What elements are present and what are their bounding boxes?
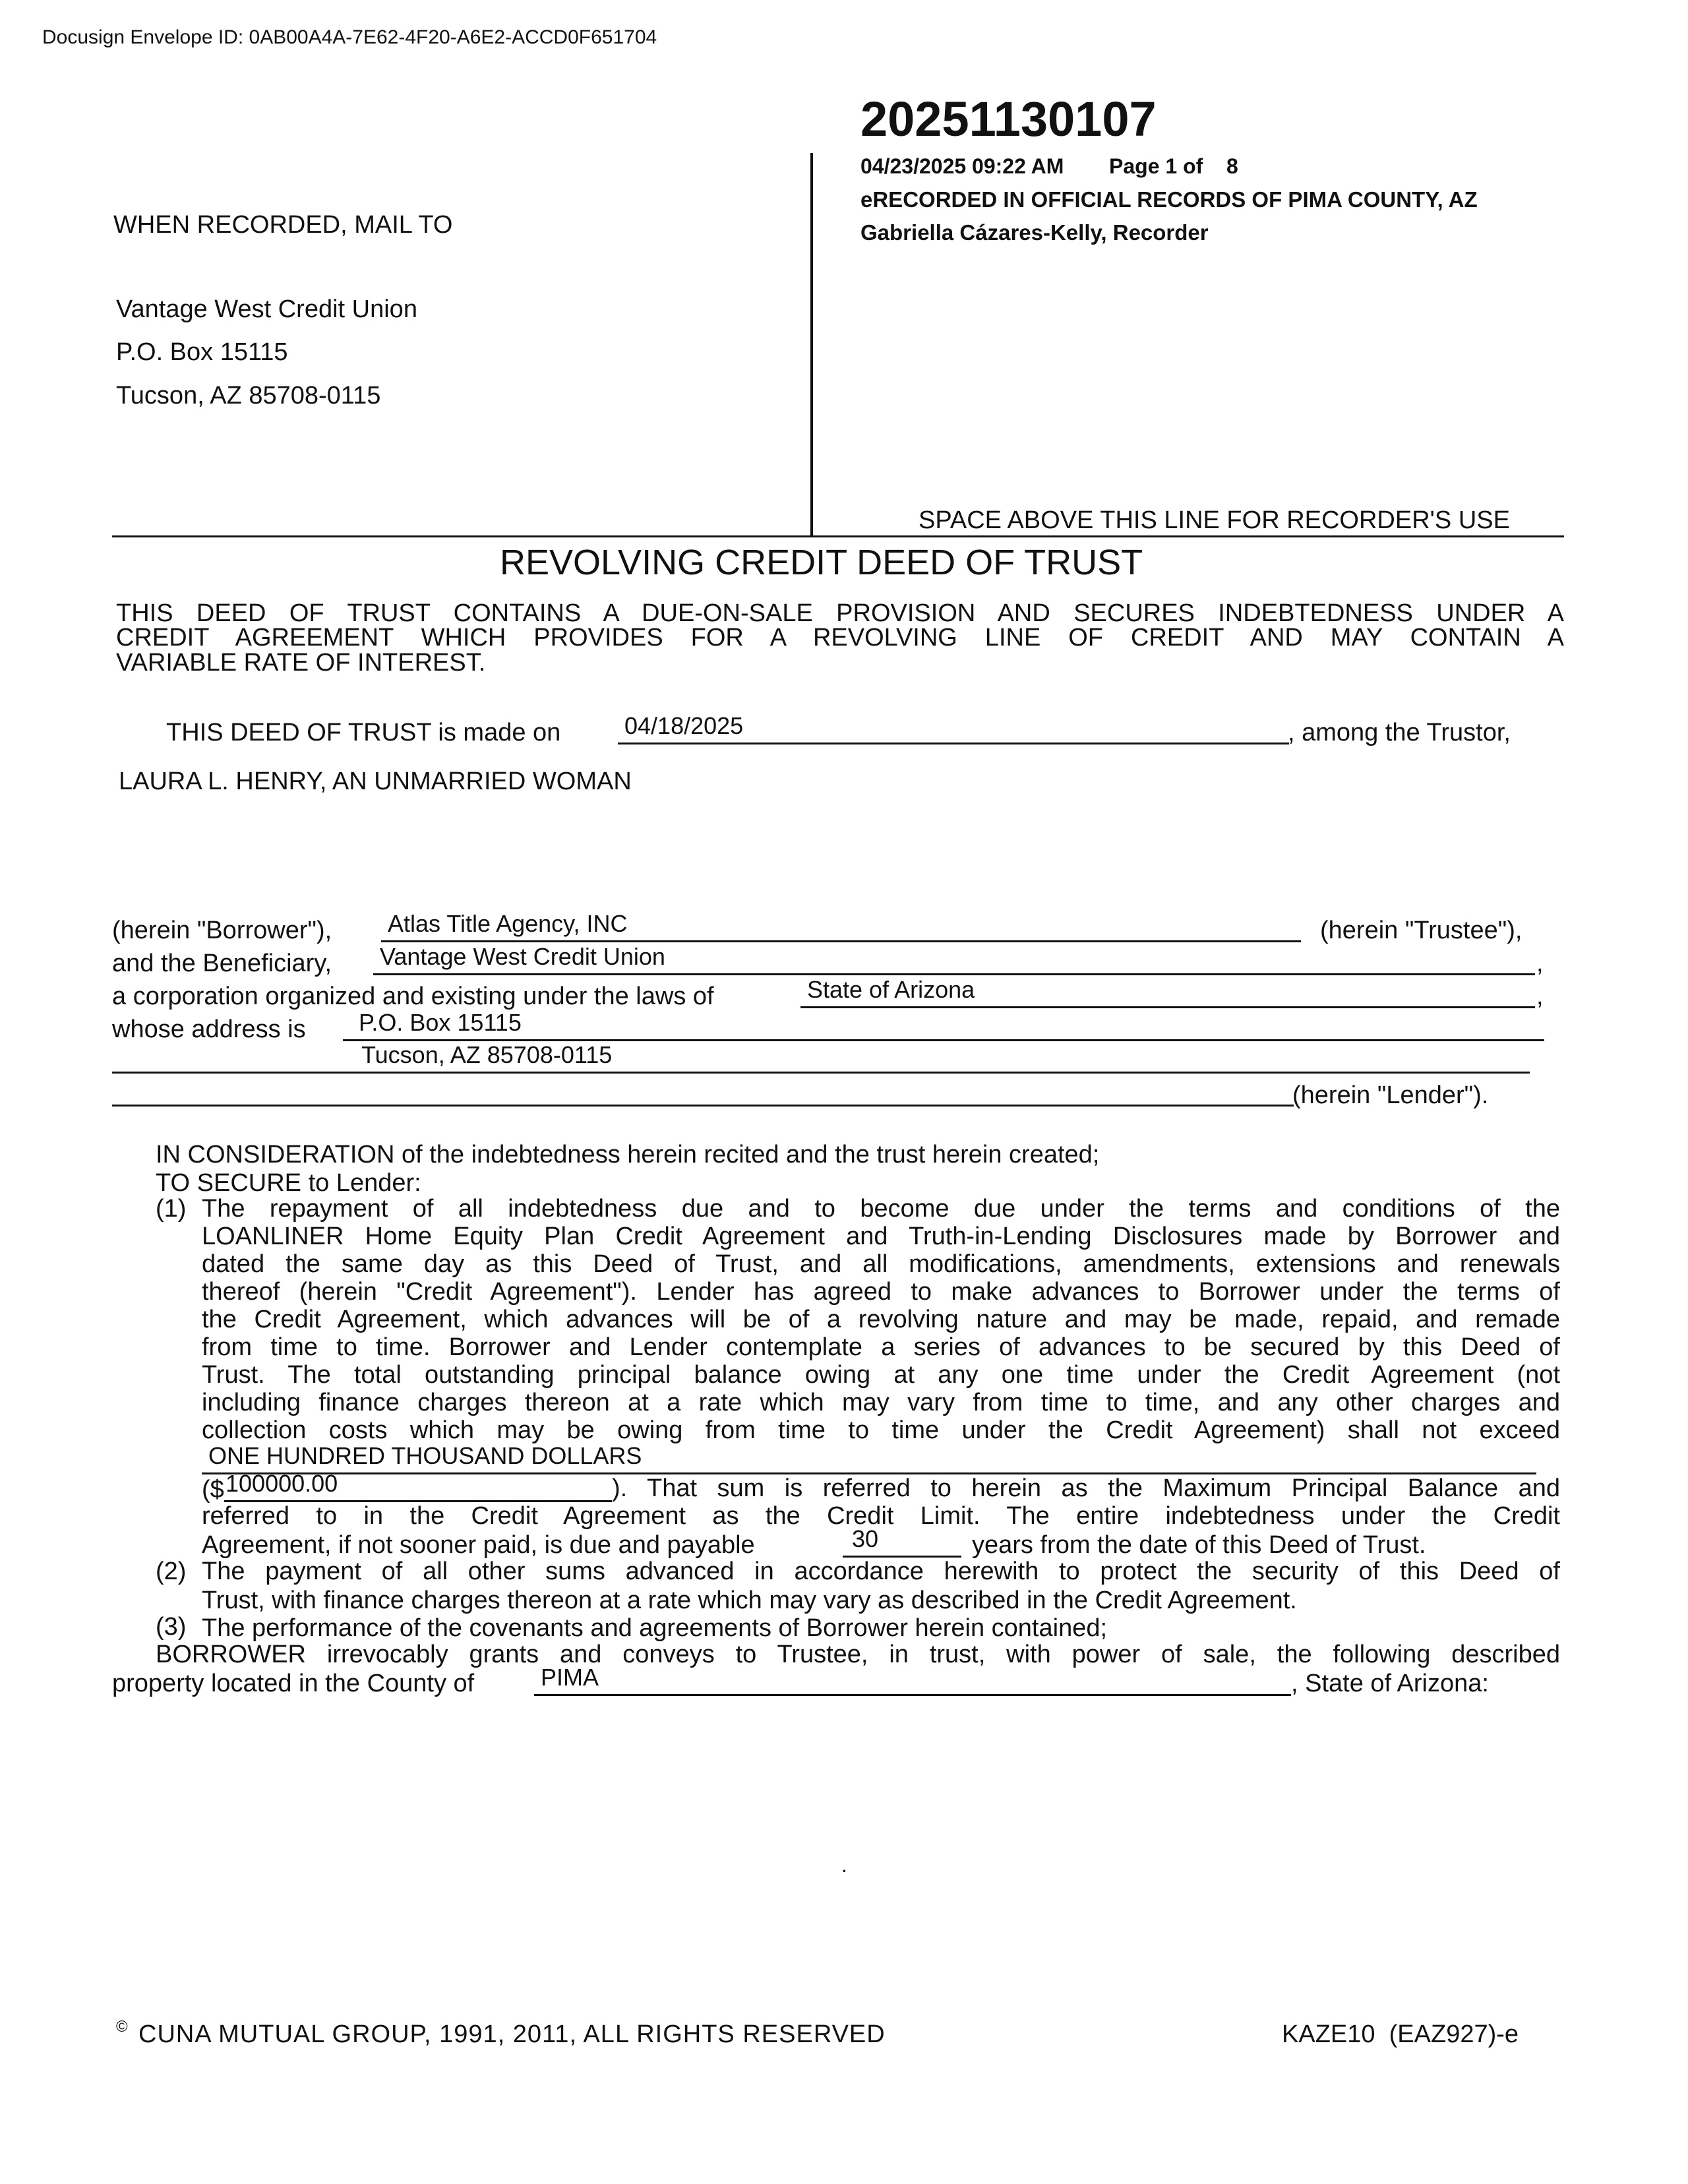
mail-to-city: Tucson, AZ 85708-0115	[116, 382, 381, 410]
mail-to-box: P.O. Box 15115	[116, 338, 288, 366]
address-line-1: P.O. Box 15115	[359, 1009, 522, 1036]
address-line-3-field[interactable]	[112, 1077, 1294, 1107]
notice-line-3: VARIABLE RATE OF INTEREST.	[116, 649, 486, 677]
item-1-line-c-suffix: years from the date of this Deed of Trust.	[972, 1531, 1426, 1559]
recording-number: 20251130107	[860, 92, 1157, 146]
recorder-divider-vertical	[810, 153, 813, 537]
state-comma: ,	[1536, 983, 1544, 1010]
years-value: 30	[852, 1525, 879, 1552]
state-field[interactable]	[800, 976, 1535, 1008]
notice-line-1: THIS DEED OF TRUST CONTAINS A DUE-ON-SALE PROVISION AND SECURES INDEBTEDNESS UNDER A	[116, 599, 1564, 627]
made-on-suffix: , among the Trustor,	[1288, 719, 1511, 746]
mail-to-heading: WHEN RECORDED, MAIL TO	[113, 211, 453, 239]
trustee-label: (herein "Trustee"),	[1320, 917, 1522, 944]
borrower-label: (herein "Borrower"),	[112, 917, 332, 944]
mail-to-name: Vantage West Credit Union	[116, 295, 417, 323]
item-2-line: The payment of all other sums advanced in accordance herewith to protect the security of this Deed of	[202, 1558, 1560, 1585]
copyright-icon: ©	[116, 2018, 128, 2036]
made-on-date-field[interactable]	[618, 712, 1289, 744]
stray-period: .	[841, 1853, 847, 1877]
item-1-line: The repayment of all indebtedness due and to become due under the terms and conditions of the	[202, 1195, 1560, 1223]
address-line-1-field[interactable]	[343, 1009, 1544, 1041]
recorder-space-rule	[112, 535, 1564, 537]
beneficiary-name: Vantage West Credit Union	[380, 943, 665, 970]
corporation-prefix: a corporation organized and existing under the laws of	[112, 983, 714, 1010]
grants-line-2-suffix: , State of Arizona:	[1291, 1670, 1489, 1697]
made-on-prefix: THIS DEED OF TRUST is made on	[166, 719, 561, 746]
copyright-text: CUNA MUTUAL GROUP, 1991, 2011, ALL RIGHTS RESERVED	[138, 2020, 886, 2048]
notice-line-2: CREDIT AGREEMENT WHICH PROVIDES FOR A REVOLVING LINE OF CREDIT AND MAY CONTAIN A	[116, 624, 1564, 652]
recording-datetime: 04/23/2025 09:22 AM	[860, 154, 1064, 178]
item-1-line: the Credit Agreement, which advances will be of a revolving nature and may be made, repaid, and remade	[202, 1306, 1560, 1333]
item-1-line: dated the same day as this Deed of Trust, and all modifications, amendments, extensions and renewals	[202, 1250, 1560, 1278]
amount-words-field[interactable]	[202, 1444, 1536, 1474]
amount-prefix: ($	[202, 1476, 224, 1503]
item-1-line: LOANLINER Home Equity Plan Credit Agreement and Truth-in-Lending Disclosures made by Borrower and	[202, 1223, 1560, 1250]
address-line-2-field[interactable]	[112, 1041, 1530, 1074]
docusign-envelope-id: Docusign Envelope ID: 0AB00A4A-7E62-4F20-A6E2-ACCD0F651704	[42, 26, 657, 48]
recorder-name: Gabriella Cázares-Kelly, Recorder	[860, 220, 1209, 245]
grants-line-2-prefix: property located in the County of	[112, 1670, 475, 1697]
address-line-2: Tucson, AZ 85708-0115	[361, 1041, 613, 1068]
county-name: PIMA	[541, 1664, 599, 1691]
trustor-name: LAURA L. HENRY, AN UNMARRIED WOMAN	[119, 768, 632, 795]
state-name: State of Arizona	[807, 976, 975, 1003]
item-1-line: from time to time. Borrower and Lender contemplate a series of advances to be secured by this Deed of	[202, 1333, 1560, 1361]
amount-number: 100000.00	[226, 1470, 338, 1497]
item-2-number: (2)	[156, 1558, 187, 1585]
amount-suffix: ). That sum is referred to herein as the Maximum Principal Balance and	[612, 1474, 1560, 1502]
recording-page-total: 8	[1226, 154, 1238, 178]
recorded-line: eRECORDED IN OFFICIAL RECORDS OF PIMA COUNTY, AZ	[860, 187, 1478, 212]
item-1-line: Trust. The total outstanding principal balance owing at any one time under the Credit Agreement (not	[202, 1361, 1560, 1389]
made-on-date: 04/18/2025	[624, 712, 744, 739]
form-code: KAZE10 (EAZ927)-e	[1282, 2020, 1519, 2048]
item-1-number: (1)	[156, 1195, 187, 1223]
years-field[interactable]	[843, 1527, 961, 1558]
recording-page-label: Page 1 of	[1109, 154, 1203, 178]
document-title: REVOLVING CREDIT DEED OF TRUST	[500, 543, 1143, 582]
item-1-line-b: referred to in the Credit Agreement as the Credit Limit. The entire indebtedness under the Credit	[202, 1502, 1560, 1530]
lender-label: (herein "Lender").	[1292, 1081, 1489, 1109]
item-1-line: thereof (herein "Credit Agreement"). Lender has agreed to make advances to Borrower under the terms of	[202, 1278, 1560, 1306]
amount-words: ONE HUNDRED THOUSAND DOLLARS	[208, 1442, 642, 1469]
to-secure-line: TO SECURE to Lender:	[156, 1169, 421, 1197]
address-prefix: whose address is	[112, 1016, 306, 1043]
item-1-line-c-prefix: Agreement, if not sooner paid, is due and payable	[202, 1531, 755, 1559]
amount-number-field[interactable]	[224, 1472, 612, 1502]
item-2-line: Trust, with finance charges thereon at a rate which may vary as described in the Credit Agreement.	[202, 1587, 1297, 1614]
trustee-name: Atlas Title Agency, INC	[388, 910, 628, 937]
item-1-line: including finance charges thereon at a rate which may vary from time to time, and any other charges and	[202, 1389, 1560, 1416]
beneficiary-field[interactable]	[373, 943, 1535, 975]
grants-line-1: BORROWER irrevocably grants and conveys to Trustee, in trust, with power of sale, the following described	[156, 1641, 1560, 1668]
item-3-number: (3)	[156, 1613, 187, 1641]
beneficiary-comma: ,	[1536, 950, 1544, 977]
trustee-field[interactable]	[381, 910, 1301, 942]
item-3-text: The performance of the covenants and agreements of Borrower herein contained;	[202, 1614, 1108, 1642]
item-1-line: collection costs which may be owing from time to time under the Credit Agreement) shall not exceed	[202, 1416, 1560, 1444]
consideration-line: IN CONSIDERATION of the indebtedness herein recited and the trust herein created;	[156, 1141, 1100, 1168]
beneficiary-prefix: and the Beneficiary,	[112, 950, 332, 977]
recorder-space-label: SPACE ABOVE THIS LINE FOR RECORDER'S USE	[919, 506, 1510, 534]
county-field[interactable]	[534, 1666, 1291, 1696]
